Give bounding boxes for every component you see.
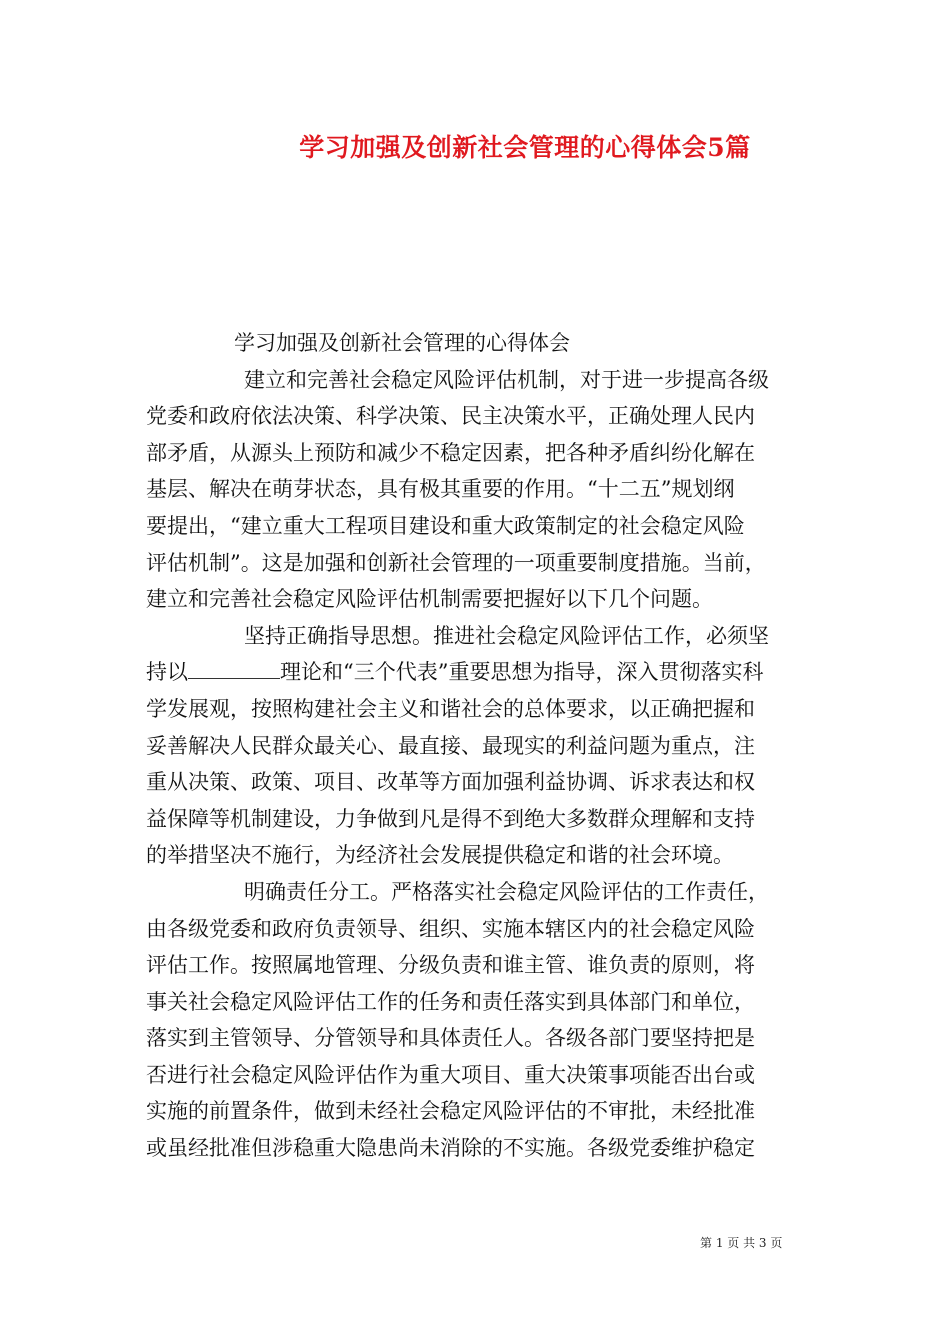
paragraph-line: 落实到主管领导、分管领导和具体责任人。各级各部门要坚持把是 xyxy=(146,1026,755,1051)
paragraph-line: 建立和完善社会稳定风险评估机制需要把握好以下几个问题。 xyxy=(146,587,713,612)
paragraph-line: 的举措坚决不施行，为经济社会发展提供稳定和谐的社会环境。 xyxy=(146,843,734,868)
paragraph-line: 基层、解决在萌芽状态，具有极其重要的作用。“十二五”规划纲 xyxy=(146,477,735,502)
paragraph-line: 学发展观，按照构建社会主义和谐社会的总体要求，以正确把握和 xyxy=(146,696,755,721)
paragraph-line: 实施的前置条件，做到未经社会稳定风险评估的不审批，未经批准 xyxy=(146,1099,755,1124)
paragraph-line: 建立和完善社会稳定风险评估机制，对于进一步提高各级 xyxy=(244,367,769,392)
paragraph-line: 由各级党委和政府负责领导、组织、实施本辖区内的社会稳定风险 xyxy=(146,916,755,941)
paragraph-line-with-blank xyxy=(146,654,826,691)
text-after-blank: 理论和“三个代表”重要思想为指导，深入贯彻落实科 xyxy=(280,660,764,685)
paragraph-line: 评估工作。按照属地管理、分级负责和谁主管、谁负责的原则，将 xyxy=(146,953,755,978)
paragraph-line: 坚持正确指导思想。推进社会稳定风险评估工作，必须坚 xyxy=(244,623,769,648)
paragraph-line: 重从决策、政策、项目、改革等方面加强利益协调、诉求表达和权 xyxy=(146,770,755,795)
paragraph-line: 事关社会稳定风险评估工作的任务和责任落实到具体部门和单位， xyxy=(146,989,755,1014)
paragraph-line: 党委和政府依法决策、科学决策、民主决策水平，正确处理人民内 xyxy=(146,404,755,429)
paragraph-line: 要提出，“建立重大工程项目建设和重大政策制定的社会稳定风险 xyxy=(146,513,745,538)
blank-underline xyxy=(188,658,280,679)
paragraph-line: 部矛盾，从源头上预防和减少不稳定因素，把各种矛盾纠纷化解在 xyxy=(146,440,755,465)
paragraph-line: 妥善解决人民群众最关心、最直接、最现实的利益问题为重点，注 xyxy=(146,733,755,758)
document-body xyxy=(146,325,826,1167)
page-number-footer: 第 1 页 共 3 页 xyxy=(700,1236,783,1250)
paragraph-line: 益保障等机制建设，力争做到凡是得不到绝大多数群众理解和支持 xyxy=(146,806,755,831)
paragraph-line: 否进行社会稳定风险评估作为重大项目、重大决策事项能否出台或 xyxy=(146,1062,755,1087)
text-before-blank: 持以 xyxy=(146,660,188,685)
paragraph-line: 明确责任分工。严格落实社会稳定风险评估的工作责任， xyxy=(244,879,769,904)
paragraph-line: 评估机制”。这是加强和创新社会管理的一项重要制度措施。当前， xyxy=(146,550,766,575)
document-title: 学习加强及创新社会管理的心得体会5篇 xyxy=(299,133,751,162)
document-subtitle: 学习加强及创新社会管理的心得体会 xyxy=(234,331,570,355)
paragraph-line: 或虽经批准但涉稳重大隐患尚未消除的不实施。各级党委维护稳定 xyxy=(146,1136,755,1161)
